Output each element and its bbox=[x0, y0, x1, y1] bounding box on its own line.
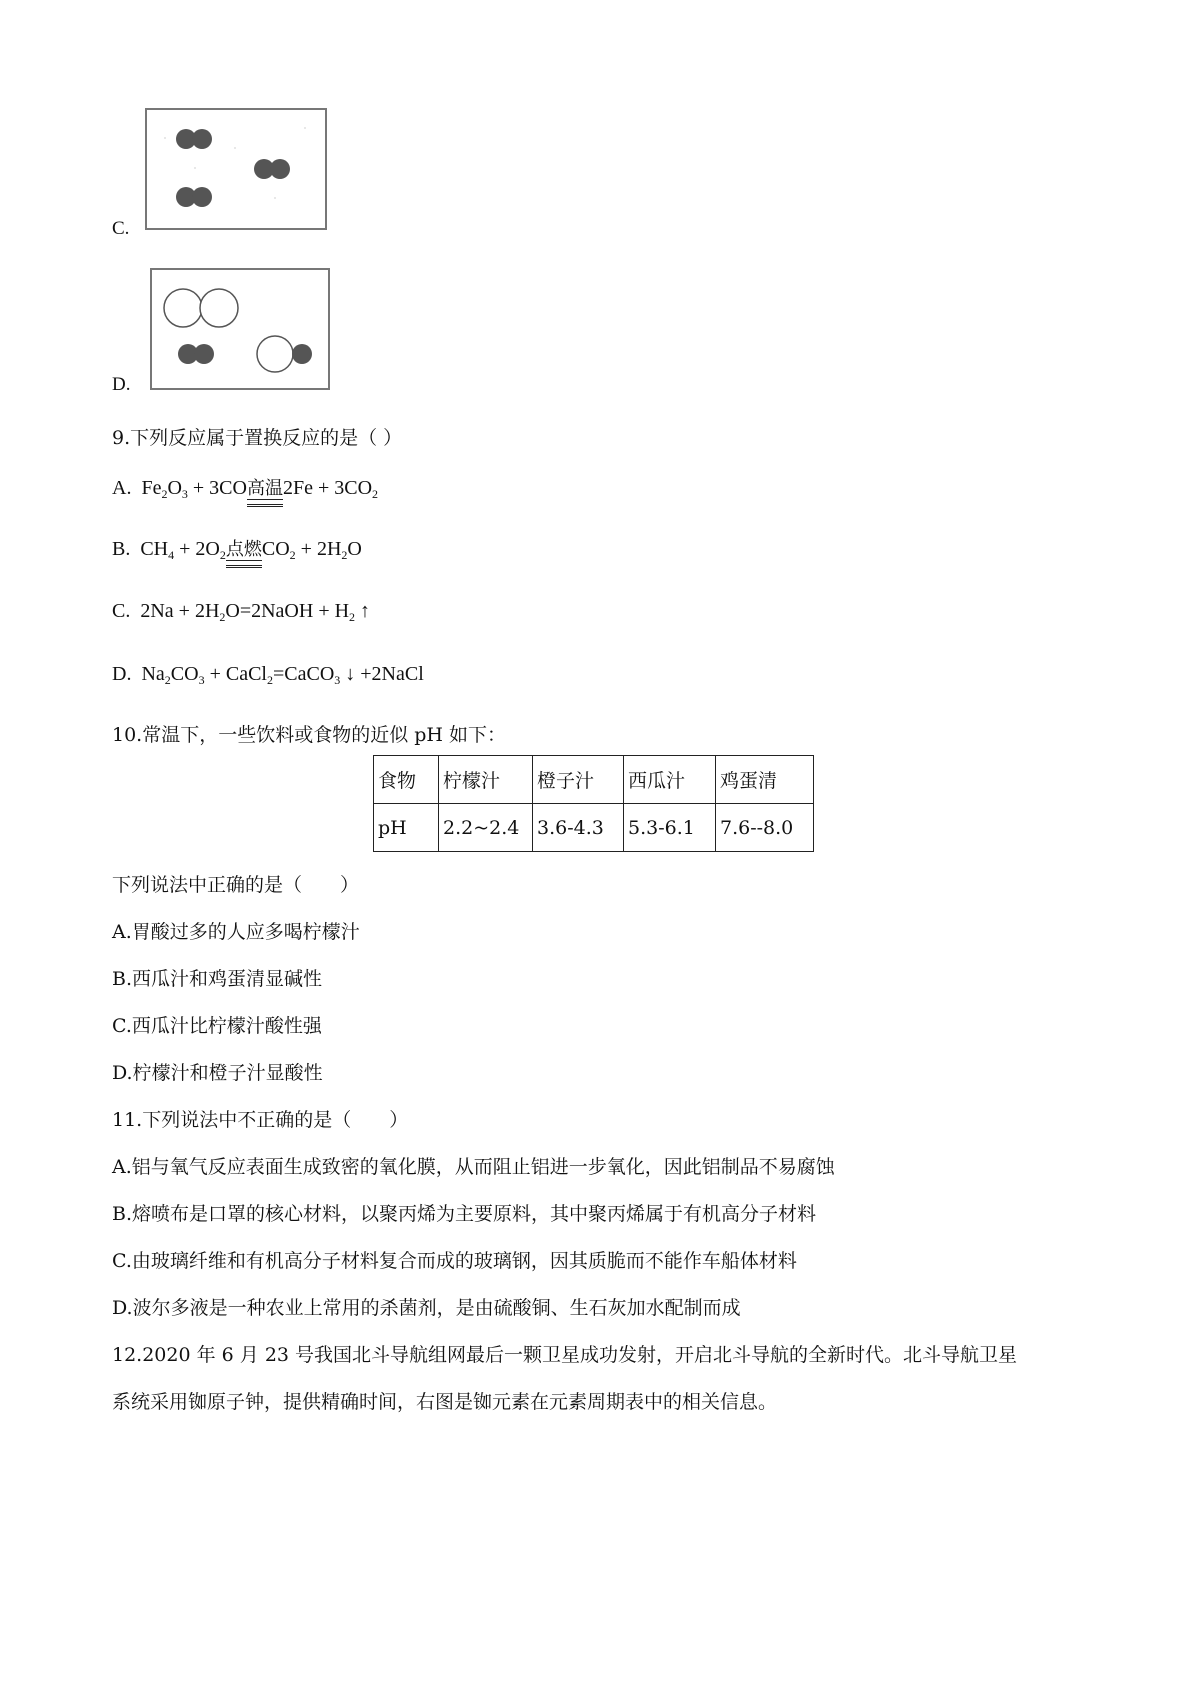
table-row bbox=[374, 804, 814, 852]
q9-option-c: C. $2Na + 2H_2O=2NaOH + H_2$ ↑ bbox=[112, 600, 371, 624]
q10-option-c: C.西瓜汁比柠檬汁酸性强 bbox=[112, 1015, 322, 1037]
option-d-label: D. bbox=[112, 374, 131, 395]
q10-prompt: 下列说法中正确的是（ ） bbox=[112, 874, 360, 896]
question-10: 10.常温下，一些饮料或食物的近似 pH 如下： bbox=[112, 724, 507, 746]
table-cell: 食物 bbox=[374, 756, 439, 804]
question-11: 11.下列说法中不正确的是（ ） bbox=[112, 1109, 409, 1131]
q11-option-b: B.熔喷布是口罩的核心材料，以聚丙烯为主要原料，其中聚丙烯属于有机高分子材料 bbox=[112, 1203, 817, 1225]
option-label: B. bbox=[112, 538, 131, 560]
q9-option-b: B. $CH_4 + 2O_2$点燃$CO_2 + 2H_2O$ bbox=[112, 535, 362, 564]
q11-option-c: C.由玻璃纤维和有机高分子材料复合而成的玻璃钢，因其质脆而不能作车船体材料 bbox=[112, 1250, 797, 1272]
q10-option-b: B.西瓜汁和鸡蛋清显碱性 bbox=[112, 968, 323, 990]
option-label: A. bbox=[112, 477, 132, 499]
table-cell: 西瓜汁 bbox=[624, 756, 716, 804]
question-12-line2: 系统采用铷原子钟，提供精确时间，右图是铷元素在元素周期表中的相关信息。 bbox=[112, 1391, 778, 1413]
q9-option-a: A. $Fe_2O_3 + 3CO$高温$2Fe + 3CO_2$ bbox=[112, 474, 378, 503]
reaction-condition: 点燃 bbox=[226, 535, 262, 564]
table-cell: 5.3-6.1 bbox=[624, 804, 716, 852]
option-label: C. bbox=[112, 600, 131, 622]
table-cell: 橙子汁 bbox=[533, 756, 624, 804]
option-c-label: C. bbox=[112, 218, 130, 239]
table-cell: 柠檬汁 bbox=[439, 756, 533, 804]
q9-option-d: D. $Na_2CO_3$ + CaCl$_2$=CaCO$_3$ ↓ +2NaCl bbox=[112, 663, 424, 687]
option-label: D. bbox=[112, 663, 132, 685]
q10-option-a: A.胃酸过多的人应多喝柠檬汁 bbox=[112, 921, 360, 943]
question-12-line1: 12.2020 年 6 月 23 号我国北斗导航组网最后一颗卫星成功发射，开启北斗导航的全新时代。北斗导航卫星 bbox=[112, 1344, 1018, 1366]
molecule-diagram-d bbox=[150, 268, 330, 390]
table-cell: 3.6-4.3 bbox=[533, 804, 624, 852]
reaction-condition: 高温 bbox=[247, 474, 283, 503]
table-cell: pH bbox=[374, 804, 439, 852]
q11-option-d: D.波尔多液是一种农业上常用的杀菌剂，是由硫酸铜、生石灰加水配制而成 bbox=[112, 1297, 741, 1319]
q11-option-a: A.铝与氧气反应表面生成致密的氧化膜，从而阻止铝进一步氧化，因此铝制品不易腐蚀 bbox=[112, 1156, 835, 1178]
table-cell: 7.6--8.0 bbox=[716, 804, 814, 852]
table-cell: 2.2~2.4 bbox=[439, 804, 533, 852]
q10-option-d: D.柠檬汁和橙子汁显酸性 bbox=[112, 1062, 323, 1084]
table-header-row bbox=[374, 756, 814, 804]
table-cell: 鸡蛋清 bbox=[716, 756, 814, 804]
molecule-diagram-c bbox=[145, 108, 327, 230]
ph-table bbox=[373, 755, 814, 852]
question-9: 9.下列反应属于置换反应的是（ ） bbox=[112, 427, 403, 449]
